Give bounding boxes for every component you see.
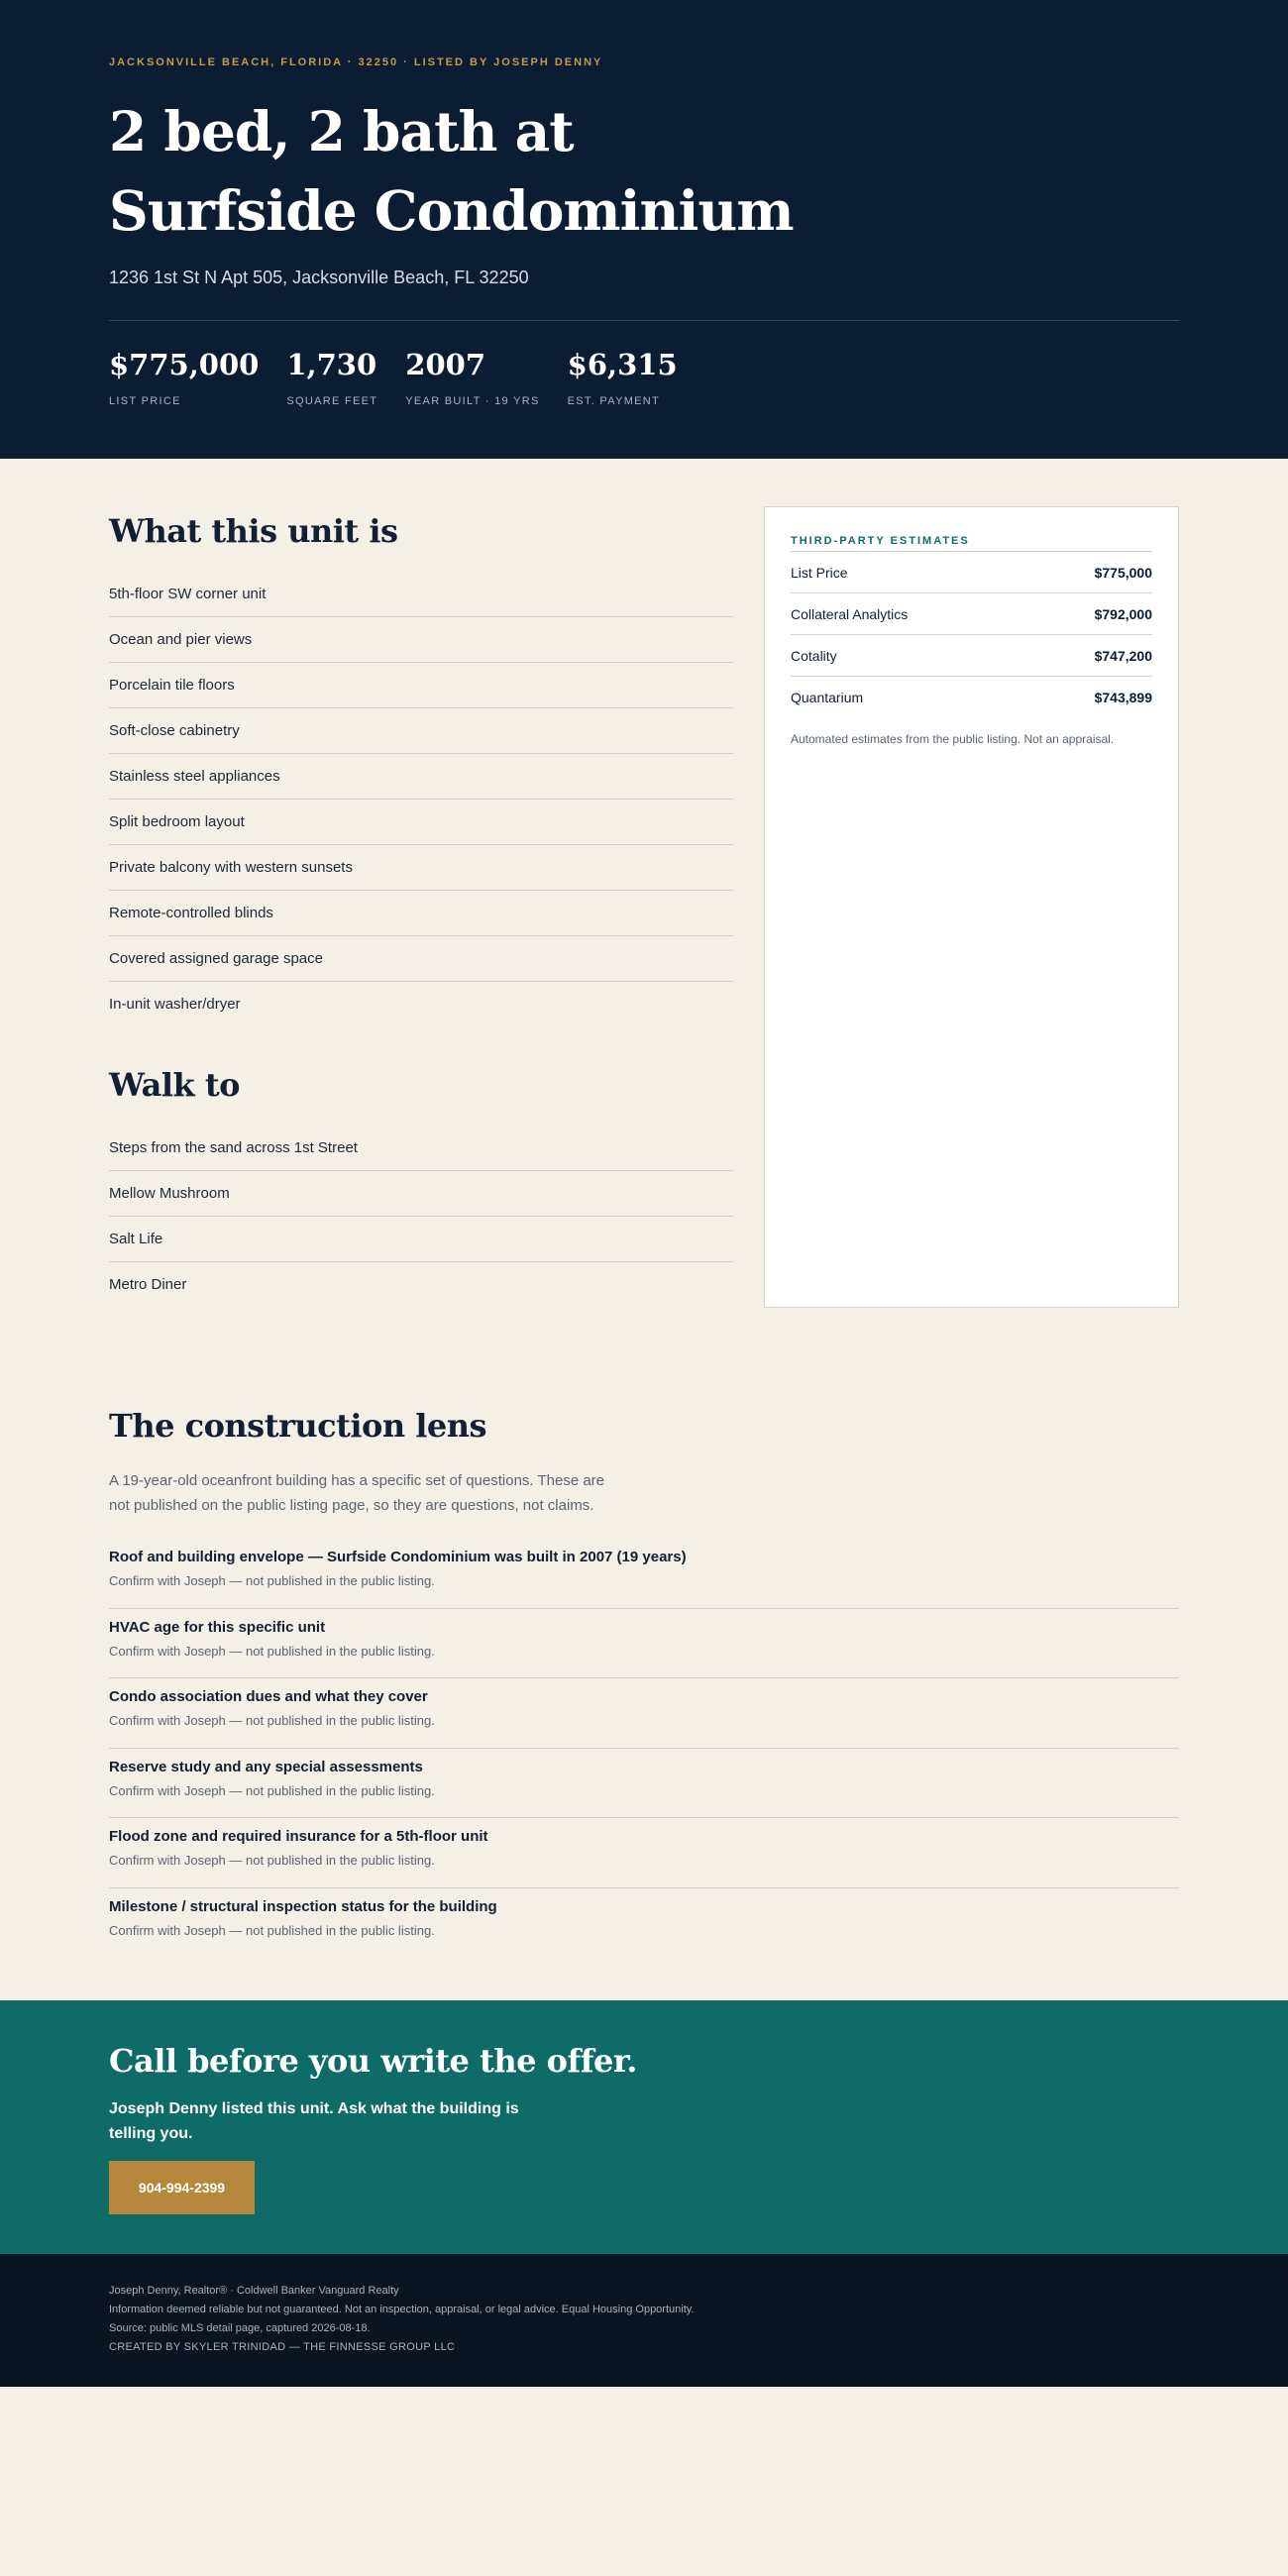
stat-value: $775,000 bbox=[109, 348, 260, 381]
page-title: 2 bed, 2 bath at Surfside Condominium bbox=[109, 99, 794, 243]
stat-label: LIST PRICE bbox=[109, 395, 181, 407]
list-item: Porcelain tile floors bbox=[109, 663, 733, 708]
lens-answer: Confirm with Joseph — not published in the public listing. bbox=[109, 1922, 435, 1938]
list-item: 5th-floor SW corner unit bbox=[109, 572, 733, 617]
footer-source: Source: public MLS detail page, captured 2026-08-18. bbox=[109, 2322, 371, 2334]
list-item: Metro Diner bbox=[109, 1276, 187, 1293]
call-to-action bbox=[0, 2000, 1288, 2254]
estimates-card bbox=[764, 506, 1179, 1308]
estimate-source: Quantarium bbox=[791, 690, 864, 705]
estimate-row bbox=[791, 635, 1152, 677]
lens-question-item bbox=[109, 1609, 1179, 1679]
lens-question-item bbox=[109, 1539, 1179, 1609]
lens-answer: Confirm with Joseph — not published in the public listing. bbox=[109, 1713, 435, 1728]
lens-question: Reserve study and any special assessments bbox=[109, 1758, 423, 1775]
lens-questions bbox=[109, 1539, 1179, 1958]
lens-question: Condo association dues and what they cover bbox=[109, 1688, 428, 1705]
lens-question-item bbox=[109, 1818, 1179, 1888]
cta-title: Call before you write the offer. bbox=[109, 2042, 637, 2080]
footer-disclaimer: Information deemed reliable but not guaranteed. Not an inspection, appraisal, or legal advice. Equal Housing Opportunity. bbox=[109, 2304, 695, 2315]
lens-question-item bbox=[109, 1678, 1179, 1749]
hero-divider bbox=[109, 320, 1179, 321]
key-stats bbox=[109, 347, 705, 407]
lens-answer: Confirm with Joseph — not published in the public listing. bbox=[109, 1853, 435, 1868]
footer bbox=[0, 2254, 1288, 2387]
list-item: Ocean and pier views bbox=[109, 617, 733, 663]
stat-est-payment bbox=[568, 347, 678, 407]
lens-question-item bbox=[109, 1749, 1179, 1819]
lens-intro: A 19-year-old oceanfront building has a specific set of questions. These are not published on the public listing page, so they are questions, not claims. bbox=[109, 1472, 605, 1514]
estimate-source: Cotality bbox=[791, 648, 837, 664]
list-item: Mellow Mushroom bbox=[109, 1171, 733, 1217]
lens-question: Milestone / structural inspection status for the building bbox=[109, 1897, 497, 1915]
lens-answer: Confirm with Joseph — not published in the public listing. bbox=[109, 1782, 435, 1798]
stat-list-price bbox=[109, 347, 259, 407]
unit-features-list bbox=[109, 572, 733, 1027]
stat-label: EST. PAYMENT bbox=[567, 395, 661, 407]
hero bbox=[0, 0, 1288, 459]
cta-text: Joseph Denny listed this unit. Ask what the building is telling you. bbox=[109, 2100, 519, 2142]
lens-question-item bbox=[109, 1888, 1179, 1959]
list-item: Remote-controlled blinds bbox=[109, 891, 733, 936]
stat-value: 1,730 bbox=[286, 348, 377, 381]
lens-question: Roof and building envelope — Surfside Condominium was built in 2007 (19 years) bbox=[109, 1549, 687, 1565]
list-item: In-unit washer/dryer bbox=[109, 996, 241, 1013]
stat-value: $6,315 bbox=[567, 348, 678, 381]
lens-answer: Confirm with Joseph — not published in the public listing. bbox=[109, 1573, 435, 1588]
estimate-row bbox=[791, 677, 1152, 718]
unit-heading: What this unit is bbox=[109, 512, 398, 550]
estimate-value: $792,000 bbox=[1094, 606, 1152, 622]
estimate-row bbox=[791, 552, 1152, 593]
stat-label: YEAR BUILT · 19 YRS bbox=[405, 395, 540, 407]
footer-agent: Joseph Denny, Realtor® · Coldwell Banker Vanguard Realty bbox=[109, 2285, 399, 2297]
hero-eyebrow: JACKSONVILLE BEACH, FLORIDA · 32250 · LISTED BY JOSEPH DENNY bbox=[109, 56, 603, 68]
lens-heading: The construction lens bbox=[109, 1407, 487, 1445]
stat-label: SQUARE FEET bbox=[286, 395, 378, 407]
list-item: Covered assigned garage space bbox=[109, 936, 733, 982]
estimate-row bbox=[791, 593, 1152, 635]
estimate-value: $743,899 bbox=[1094, 690, 1152, 705]
lens-answer: Confirm with Joseph — not published in the public listing. bbox=[109, 1643, 435, 1659]
stat-value: 2007 bbox=[405, 348, 485, 381]
list-item: Private balcony with western sunsets bbox=[109, 845, 733, 891]
list-item: Salt Life bbox=[109, 1217, 733, 1262]
estimates-title: THIRD-PARTY ESTIMATES bbox=[791, 535, 1152, 552]
hero-address: 1236 1st St N Apt 505, Jacksonville Beach, FL 32250 bbox=[109, 268, 529, 287]
footer-credit: CREATED BY SKYLER TRINIDAD — THE FINNESSE GROUP LLC bbox=[109, 2341, 456, 2353]
list-item: Soft-close cabinetry bbox=[109, 708, 733, 754]
estimate-value: $747,200 bbox=[1094, 648, 1152, 664]
estimate-source: Collateral Analytics bbox=[791, 606, 909, 622]
estimate-value: $775,000 bbox=[1094, 565, 1152, 581]
call-phone-button[interactable]: 904-994-2399 bbox=[109, 2161, 255, 2214]
walk-heading: Walk to bbox=[109, 1066, 240, 1104]
walk-list bbox=[109, 1126, 733, 1308]
stat-year-built bbox=[405, 347, 539, 407]
list-item: Steps from the sand across 1st Street bbox=[109, 1126, 733, 1171]
estimate-source: List Price bbox=[791, 565, 848, 581]
lens-question: Flood zone and required insurance for a 5th-floor unit bbox=[109, 1828, 488, 1845]
list-item: Stainless steel appliances bbox=[109, 754, 733, 800]
estimates-note: Automated estimates from the public listing. Not an appraisal. bbox=[791, 732, 1115, 746]
lens-question: HVAC age for this specific unit bbox=[109, 1618, 326, 1636]
stat-square-feet bbox=[286, 347, 377, 407]
list-item: Split bedroom layout bbox=[109, 800, 733, 845]
